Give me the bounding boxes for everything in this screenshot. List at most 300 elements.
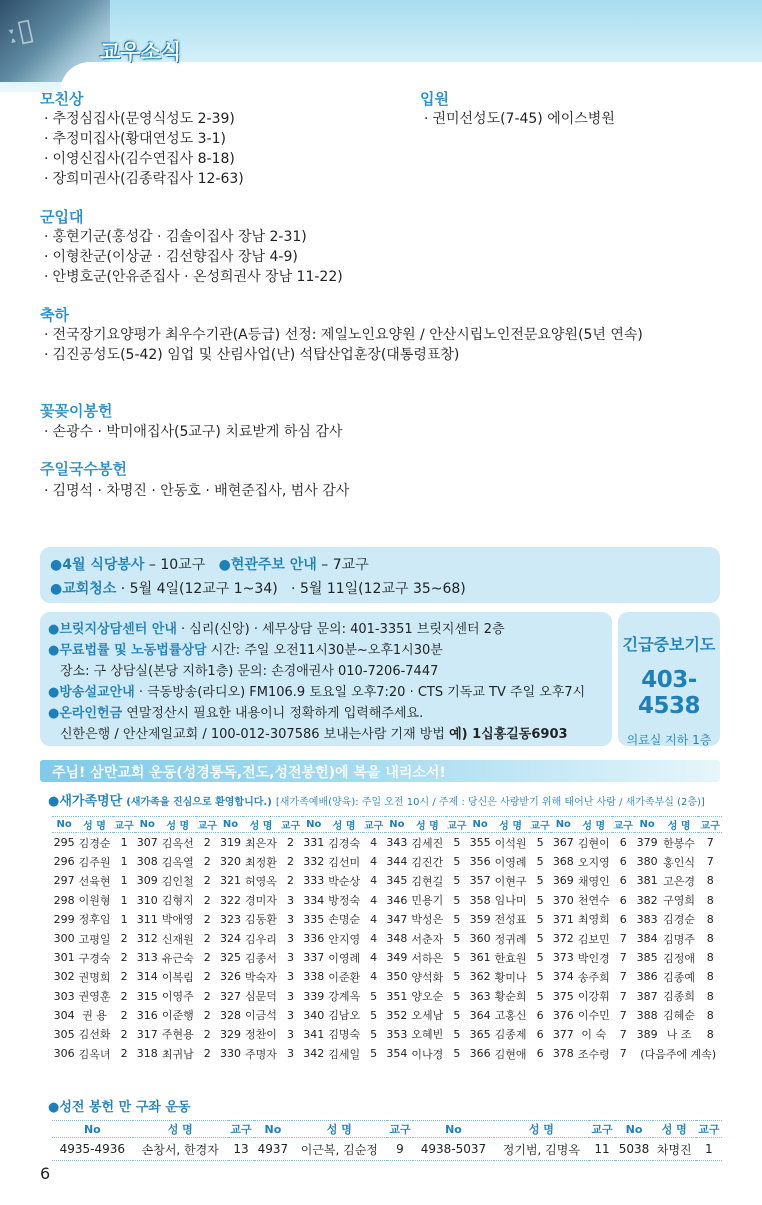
table-header: 교구 — [279, 817, 301, 833]
table-row — [52, 891, 722, 910]
table-cell: 5 — [453, 874, 461, 888]
table-cell: 김종제 — [494, 1028, 527, 1042]
table-cell: 김종예 — [663, 970, 696, 984]
table-cell: 5 — [370, 989, 378, 1003]
header-banner — [0, 0, 762, 92]
list-item: · 손광수 · 박미애집사(5교구) 치료받게 하심 감사 — [44, 424, 343, 440]
table-cell: 9 — [387, 1138, 413, 1161]
slogan-bar — [40, 760, 720, 782]
table-cell: 4 — [370, 893, 378, 907]
table-row — [52, 852, 722, 871]
table-cell: 7 — [706, 855, 714, 869]
table-cell: 김선미 — [328, 855, 361, 869]
table-cell: 319 — [220, 836, 241, 850]
table-cell: 2 — [203, 989, 211, 1003]
table-row — [52, 948, 722, 967]
notice-line: ●교회청소 · 5월 4일(12교구 1~34) · 5월 11일(12교구 35~68) — [50, 581, 466, 597]
table-header: 성 명 — [409, 817, 446, 833]
table-cell: 307 — [136, 836, 158, 850]
table-cell: 318 — [136, 1047, 158, 1061]
table-cell: 5 — [536, 874, 544, 888]
table-cell: 전성표 — [494, 913, 527, 927]
table-cell: 주명자 — [245, 1047, 277, 1061]
table-cell: 376 — [552, 1008, 574, 1022]
table-cell: 주현용 — [161, 1028, 194, 1042]
section-title-meal: 주일국수봉헌 — [40, 460, 127, 478]
table-cell: 355 — [469, 836, 491, 850]
table-cell: 322 — [220, 893, 241, 907]
table-cell: 최정환 — [245, 855, 277, 869]
table-cell: 383 — [636, 912, 658, 926]
table-cell: 339 — [303, 989, 325, 1003]
table-cell: 5 — [370, 1027, 378, 1041]
table-cell: 4938-5037 — [413, 1138, 494, 1161]
table-cell: 황미나 — [494, 970, 527, 984]
list-item: · 홍현기군(홍성갑 · 김솔이집사 장남 2-31) — [44, 229, 307, 245]
table-cell: 이 숙 — [581, 1028, 607, 1042]
table-cell: 7 — [619, 951, 627, 965]
table-cell: 채영인 — [577, 874, 610, 888]
table-cell: 심문덕 — [245, 990, 277, 1004]
table-cell: 387 — [636, 989, 658, 1003]
table-header: 성 명 — [292, 1121, 387, 1138]
table-cell: 6 — [536, 1047, 544, 1061]
table-cell: 권영훈 — [78, 990, 111, 1004]
table-cell: 정기범, 김명옥 — [494, 1138, 589, 1161]
table-cell: 375 — [552, 989, 574, 1003]
table-cell: 4935-4936 — [52, 1138, 133, 1161]
table-cell: 이영례 — [494, 855, 527, 869]
family-table — [52, 816, 722, 1063]
table-header: 성 명 — [653, 1121, 696, 1138]
notice-box-info — [40, 612, 612, 746]
table-cell: 360 — [469, 932, 491, 946]
table-cell: 309 — [136, 874, 158, 888]
table-cell: 구영희 — [663, 894, 696, 908]
table-cell: 379 — [636, 836, 658, 850]
table-cell: 조수령 — [577, 1047, 610, 1061]
table-cell: 7 — [619, 1047, 627, 1061]
table-cell: 5 — [536, 893, 544, 907]
table-cell: 2 — [120, 951, 128, 965]
table-cell: 2 — [120, 1047, 128, 1061]
table-cell: 고홍신 — [494, 1009, 527, 1023]
table-cell: 366 — [469, 1047, 491, 1061]
table-cell: 317 — [136, 1027, 158, 1041]
notice-line: ●방송설교안내 · 극동방송(라디오) FM106.9 토요일 오후7:20 · CTS 기독교 TV 주일 오후7시 — [48, 685, 586, 700]
table-cell: 2 — [203, 874, 211, 888]
table-cell: 3 — [286, 1027, 294, 1041]
table-cell: 308 — [136, 855, 158, 869]
table-row — [52, 987, 722, 1006]
table-cell: 3 — [286, 1008, 294, 1022]
table-cell: 2 — [203, 855, 211, 869]
table-cell: 이강휘 — [577, 990, 610, 1004]
table-cell: 311 — [136, 912, 158, 926]
table-cell: 5 — [453, 951, 461, 965]
table-cell: 324 — [220, 932, 241, 946]
table-cell: 386 — [636, 970, 658, 984]
table-cell: 1 — [120, 912, 128, 926]
table-header: 교구 — [529, 817, 551, 833]
table-cell: 오세남 — [411, 1009, 444, 1023]
table-cell: 384 — [636, 932, 658, 946]
table-cell: 336 — [303, 932, 325, 946]
table-cell: 315 — [136, 989, 158, 1003]
table-header: 성 명 — [76, 817, 113, 833]
notice-box-service — [40, 547, 720, 603]
section-title-congrats: 축하 — [40, 306, 69, 324]
list-item: · 추정미집사(황대연성도 3-1) — [44, 131, 226, 147]
table-cell: 6 — [619, 912, 627, 926]
table-row — [52, 1044, 722, 1063]
table-cell: 박인경 — [577, 951, 610, 965]
table-cell: 347 — [386, 912, 408, 926]
table-cell: 350 — [386, 970, 408, 984]
table-cell: 김진간 — [411, 855, 444, 869]
table-cell: 6 — [619, 893, 627, 907]
table-cell: 13 — [228, 1138, 254, 1161]
notice-line: ●4월 식당봉사 – 10교구 ●현관주보 안내 – 7교구 — [50, 557, 369, 573]
table-header: 교구 — [446, 817, 468, 833]
table-cell: 373 — [552, 951, 574, 965]
table-cell: 8 — [706, 970, 714, 984]
table-cell: 8 — [706, 932, 714, 946]
table-cell: 김옥선 — [161, 836, 194, 850]
table-row — [52, 833, 722, 853]
table-header: No — [52, 817, 76, 833]
table-cell: 안지영 — [328, 932, 361, 946]
table-cell: 2 — [203, 1027, 211, 1041]
table-cell: 임나미 — [494, 894, 527, 908]
table-cell: 327 — [220, 989, 241, 1003]
table-cell: 천연수 — [577, 894, 610, 908]
table-header: No — [468, 817, 492, 833]
table-cell: 345 — [386, 874, 408, 888]
table-cell: 이원형 — [78, 894, 111, 908]
table-row — [52, 967, 722, 986]
table-cell: 김우리 — [245, 932, 277, 946]
table-cell: 330 — [220, 1047, 241, 1061]
table-cell: 374 — [552, 970, 574, 984]
table-cell: 8 — [706, 989, 714, 1003]
table-cell: 5 — [536, 855, 544, 869]
table-cell: 4 — [370, 932, 378, 946]
table-cell: 5 — [370, 1008, 378, 1022]
table-cell: 5 — [536, 836, 544, 850]
table-header: 성 명 — [159, 817, 196, 833]
table-cell: 7 — [619, 932, 627, 946]
table-header: No — [413, 1121, 494, 1138]
table-cell: 김세일 — [328, 1047, 361, 1061]
table-cell: 7 — [619, 1008, 627, 1022]
table-cell: 321 — [220, 874, 241, 888]
table-cell: 370 — [552, 893, 574, 907]
table-cell: 허영옥 — [245, 874, 277, 888]
table-header: 성 명 — [133, 1121, 228, 1138]
prayer-location: 의료실 지하 1층 — [626, 733, 712, 747]
table-cell: 김세진 — [411, 836, 444, 850]
table-header: 교구 — [387, 1121, 413, 1138]
table-cell: 박순상 — [328, 874, 361, 888]
table-cell: 김경순 — [663, 913, 696, 927]
table-cell: 이영주 — [161, 990, 194, 1004]
table-cell: 이영례 — [328, 951, 361, 965]
table-cell: 유근숙 — [161, 951, 194, 965]
table-cell: 이석원 — [494, 836, 527, 850]
table-header: No — [254, 1121, 292, 1138]
family-heading: ●새가족명단 (새가족을 진심으로 환영합니다.) [새가족예배(양육): 주일 오전 10시 / 주제 : 당신은 사랑받기 위해 태어난 사람 / 새가족부실 (2층)] — [48, 794, 705, 809]
table-cell: 2 — [203, 893, 211, 907]
table-cell: 박성은 — [411, 913, 444, 927]
prayer-title: 긴급중보기도 — [622, 635, 716, 654]
table-row — [52, 929, 722, 948]
table-row — [52, 1138, 722, 1161]
table-header: 성 명 — [494, 1121, 589, 1138]
table-cell: 367 — [552, 836, 574, 850]
table-cell: 2 — [120, 932, 128, 946]
table-cell: 344 — [386, 855, 408, 869]
table-cell: 3 — [286, 932, 294, 946]
table-header: No — [52, 1121, 133, 1138]
table-cell: 박애영 — [161, 913, 194, 927]
table-cell: 351 — [386, 989, 408, 1003]
section-title-flowers: 꽃꽂이봉헌 — [40, 402, 113, 420]
table-cell: 302 — [53, 970, 75, 984]
table-header: 교구 — [228, 1121, 254, 1138]
table-cell: 경미자 — [245, 894, 277, 908]
table-cell: 5 — [453, 855, 461, 869]
table-cell: 1 — [120, 836, 128, 850]
table-header: No — [385, 817, 409, 833]
table-cell: 구경숙 — [78, 951, 111, 965]
table-cell: 4 — [370, 874, 378, 888]
table-cell: 333 — [303, 874, 325, 888]
table-cell: 5 — [453, 932, 461, 946]
table-cell: 4 — [370, 970, 378, 984]
table-cell: 최귀남 — [161, 1047, 194, 1061]
table-cell: 2 — [286, 855, 294, 869]
section-title-hospital: 입원 — [420, 90, 449, 108]
table-cell: 320 — [220, 855, 241, 869]
table-cell: 368 — [552, 855, 574, 869]
table-cell: 6 — [619, 855, 627, 869]
table-cell: 황순희 — [494, 990, 527, 1004]
table-cell: 김혜순 — [663, 1009, 696, 1023]
table-cell: 이현구 — [494, 874, 527, 888]
table-cell: 385 — [636, 951, 658, 965]
table-header: 성 명 — [492, 817, 529, 833]
table-cell: 고평일 — [78, 932, 111, 946]
table-cell: 2 — [203, 932, 211, 946]
table-cell: 325 — [220, 951, 241, 965]
list-item: · 안병호군(안유준집사 · 온성희권사 장남 11-22) — [44, 269, 343, 285]
table-cell: 340 — [303, 1008, 325, 1022]
table-cell: 296 — [53, 855, 75, 869]
table-cell: 305 — [53, 1027, 75, 1041]
table-cell: 6 — [619, 836, 627, 850]
table-cell: 이나경 — [411, 1047, 444, 1061]
table-header: No — [302, 817, 326, 833]
table-cell: 김경순 — [78, 836, 111, 850]
table-cell: 389 — [636, 1027, 658, 1041]
table-cell: 4 — [370, 855, 378, 869]
table-cell: 3 — [286, 893, 294, 907]
table-cell: 300 — [53, 932, 75, 946]
notice-line: 장소: 구 상담실(본당 지하1층) 문의: 손경애권사 010-7206-7447 — [60, 664, 439, 679]
table-cell: 298 — [53, 893, 75, 907]
table-cell: 371 — [552, 912, 574, 926]
list-item: · 이형찬군(이상균 · 김선향집사 장남 4-9) — [44, 249, 298, 265]
table-cell: 3 — [286, 1047, 294, 1061]
table-cell: 김현이 — [577, 836, 610, 850]
table-header: 교구 — [612, 817, 634, 833]
table-cell: 364 — [469, 1008, 491, 1022]
table-cell: 김현길 — [411, 874, 444, 888]
table-cell: 김경숙 — [328, 836, 361, 850]
table-header: 성 명 — [326, 817, 363, 833]
table-cell: 2 — [203, 951, 211, 965]
table-cell: 7 — [619, 970, 627, 984]
table-cell: 338 — [303, 970, 325, 984]
table-cell: 299 — [53, 912, 75, 926]
table-cell: 4 — [370, 912, 378, 926]
table-cell: 5 — [453, 1027, 461, 1041]
table-cell: 한봉수 — [663, 836, 696, 850]
table-cell: 349 — [386, 951, 408, 965]
notice-line: ●온라인헌금 연말정산시 필요한 내용이니 정확하게 입력해주세요. — [48, 706, 424, 721]
table-cell: 2 — [120, 1008, 128, 1022]
table-cell: 차명진 — [653, 1138, 696, 1161]
table-cell: 이근복, 김순정 — [292, 1138, 387, 1161]
table-cell: 이복림 — [161, 970, 194, 984]
table-cell: (다음주에 계속) — [640, 1047, 717, 1061]
list-item: · 이영신집사(김수연집사 8-18) — [44, 151, 235, 167]
table-cell: 314 — [136, 970, 158, 984]
table-cell: 297 — [53, 874, 75, 888]
table-cell: 1 — [120, 855, 128, 869]
table-cell: 388 — [636, 1008, 658, 1022]
table-cell: 310 — [136, 893, 158, 907]
table-cell: 328 — [220, 1008, 241, 1022]
list-item: · 장희미권사(김종락집사 12-63) — [44, 171, 244, 187]
table-cell: 342 — [303, 1047, 325, 1061]
table-header: 교구 — [196, 817, 218, 833]
notice-line: 신한은행 / 안산제일교회 / 100-012-307586 보내는사람 기재 방법 예) 1십홍길동6903 — [60, 727, 568, 742]
table-cell: 8 — [706, 951, 714, 965]
table-cell: 352 — [386, 1008, 408, 1022]
table-cell: 2 — [120, 970, 128, 984]
list-item: · 김진공성도(5-42) 임업 및 산림사업(난) 석탑산업훈장(대통령표창) — [44, 347, 460, 363]
table-cell: 6 — [536, 1008, 544, 1022]
table-cell: 김형지 — [161, 894, 194, 908]
table-cell: 이수민 — [577, 1009, 610, 1023]
notice-line: ●브릿지상담센터 안내 · 심리(신앙) · 세무상담 문의: 401-3351 브릿지센터 2층 — [48, 622, 505, 637]
table-cell: 313 — [136, 951, 158, 965]
table-cell: 5 — [536, 932, 544, 946]
table-cell: 358 — [469, 893, 491, 907]
slogan-text: 주님! 삼만교회 운동(성경통독,전도,성전봉헌)에 복을 내리소서! — [52, 765, 446, 781]
table-cell: 304 — [53, 1008, 75, 1022]
table-cell: 4 — [370, 951, 378, 965]
table-cell: 5 — [453, 1008, 461, 1022]
table-cell: 2 — [286, 874, 294, 888]
table-cell: 2 — [203, 1047, 211, 1061]
table-cell: 양석화 — [411, 970, 444, 984]
table-cell: 295 — [53, 836, 75, 850]
table-cell: 337 — [303, 951, 325, 965]
table-cell: 김남오 — [328, 1009, 361, 1023]
table-cell: 정후임 — [78, 913, 111, 927]
table-cell: 박숙자 — [245, 970, 277, 984]
table-cell: 362 — [469, 970, 491, 984]
list-item: · 전국장기요양평가 최우수기관(A등급) 선정: 제일노인요양원 / 안산시립노인전문요양원(5년 연속) — [44, 327, 643, 343]
table-cell: 378 — [552, 1047, 574, 1061]
table-cell: 334 — [303, 893, 325, 907]
table-cell: 나 조 — [666, 1028, 692, 1042]
section-title-military: 군입대 — [40, 208, 84, 226]
table-cell: 6 — [619, 874, 627, 888]
table-cell: 1 — [120, 893, 128, 907]
table-cell: 356 — [469, 855, 491, 869]
table-cell: 5 — [453, 912, 461, 926]
table-cell: 한효원 — [494, 951, 527, 965]
banner-photo-text: ː▯ — [2, 11, 37, 52]
table-cell: 5 — [453, 1047, 461, 1061]
table-cell: 김명주 — [663, 932, 696, 946]
table-header: No — [551, 817, 575, 833]
table-header: 교구 — [363, 817, 385, 833]
table-cell: 김옥녀 — [78, 1047, 111, 1061]
table-cell: 4937 — [254, 1138, 292, 1161]
offering-heading: ●성전 봉헌 만 구좌 운동 — [48, 1100, 191, 1115]
table-cell: 303 — [53, 989, 75, 1003]
table-cell: 377 — [552, 1027, 574, 1041]
list-item: · 김명석 · 차명진 · 안동호 · 배현준집사, 범사 감사 — [44, 483, 350, 499]
table-cell: 정귀례 — [494, 932, 527, 946]
table-cell: 8 — [706, 1027, 714, 1041]
table-cell: 7 — [706, 836, 714, 850]
table-cell: 김주원 — [78, 855, 111, 869]
table-cell: 343 — [386, 836, 408, 850]
table-cell: 7 — [619, 1027, 627, 1041]
notice-line: ●무료법률 및 노동법률상담 시간: 주일 오전11시30분~오후1시30분 — [48, 643, 443, 658]
table-header: No — [218, 817, 242, 833]
table-cell: 3 — [286, 951, 294, 965]
table-cell: 김명숙 — [328, 1028, 361, 1042]
table-cell: 323 — [220, 912, 241, 926]
table-cell: 5 — [453, 989, 461, 1003]
table-cell: 고은경 — [663, 874, 696, 888]
table-cell: 361 — [469, 951, 491, 965]
table-cell: 5 — [370, 1047, 378, 1061]
table-cell: 5 — [536, 951, 544, 965]
banner-curve — [60, 62, 762, 92]
table-cell: 정찬이 — [245, 1028, 277, 1042]
table-cell: 2 — [203, 970, 211, 984]
table-cell: 서하은 — [411, 951, 444, 965]
table-cell: 8 — [706, 912, 714, 926]
table-cell: 1 — [696, 1138, 722, 1161]
table-cell: 380 — [636, 855, 658, 869]
table-header: No — [634, 817, 659, 833]
table-cell: 이준환 — [328, 970, 361, 984]
table-header: 성 명 — [243, 817, 280, 833]
prayer-number: 403-4538 — [637, 667, 700, 719]
table-cell: 363 — [469, 989, 491, 1003]
table-cell: 2 — [203, 1008, 211, 1022]
table-cell: 306 — [53, 1047, 75, 1061]
